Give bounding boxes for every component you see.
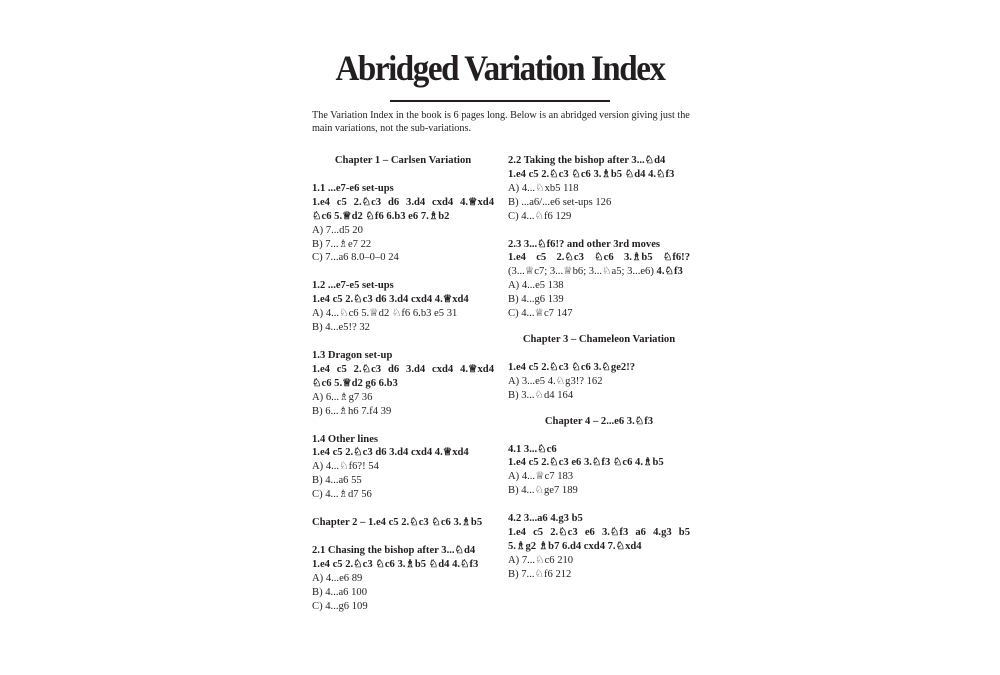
section-1-3-moves-cont: ♘c6 5.♕d2 g6 6.b3	[312, 377, 398, 389]
title-underline	[390, 100, 610, 102]
section-4-2-moves-cont: 5.♗g2 ♗b7 6.d4 cxd4 7.♘xd4	[508, 540, 642, 552]
variation-line: B) 7...♗e7 22	[312, 238, 372, 250]
variation-line: B) ...a6/...e6 set-ups 126	[508, 196, 612, 208]
chapter-2-heading: Chapter 2 – 1.e4 c5 2.♘c3 ♘c6 3.♗b5	[312, 517, 483, 529]
section-4-2-moves: 1.e4 c5 2.♘c3 e6 3.♘f3 a6 4.g3 b5	[508, 527, 690, 539]
variation-line: B) 4...a6 55	[312, 475, 362, 487]
variation-line: C) 4...♗d7 56	[312, 489, 372, 501]
variation-line: A) 7...d5 20	[312, 224, 363, 236]
variation-line: A) 4...♘f6?! 54	[312, 461, 379, 473]
chapter-4-heading: Chapter 4 – 2...e6 3.♘f3	[544, 415, 654, 427]
variation-line: A) 4...e6 89	[312, 572, 363, 584]
variation-line: A) 4...♘c6 5.♕d2 ♘f6 6.b3 e5 31	[312, 308, 458, 320]
left-column	[312, 154, 494, 613]
variation-line: A) 4...♘xb5 118	[508, 182, 579, 194]
variation-line: B) 4...g6 139	[508, 294, 564, 306]
variation-line: B) 3...♘d4 164	[508, 389, 574, 401]
section-1-1-moves: 1.e4 c5 2.♘c3 d6 3.d4 cxd4 4.♕xd4	[312, 196, 494, 208]
section-2-1-moves: 1.e4 c5 2.♘c3 ♘c6 3.♗b5 ♘d4 4.♘f3	[312, 558, 479, 570]
section-2-3-note	[508, 265, 690, 279]
alt-moves-note: (3...♕c7; 3...♕b6; 3...♘a5; 3...e6)	[508, 266, 654, 278]
variation-line: B) 7...♘f6 212	[508, 568, 572, 580]
section-1-2-title: 1.2 ...e7-e5 set-ups	[312, 280, 394, 292]
section-4-1-moves: 1.e4 c5 2.♘c3 e6 3.♘f3 ♘c6 4.♗b5	[508, 457, 664, 469]
chapter-3-moves: 1.e4 c5 2.♘c3 ♘c6 3.♘ge2!?	[508, 361, 636, 373]
variation-line: B) 4...♘ge7 189	[508, 485, 578, 497]
note-move: 4.♘f3	[656, 266, 683, 278]
section-2-2-title: 2.2 Taking the bishop after 3...♘d4	[508, 155, 666, 166]
section-1-4-moves: 1.e4 c5 2.♘c3 d6 3.d4 cxd4 4.♕xd4	[312, 447, 469, 459]
variation-line: C) 7...a6 8.0–0–0 24	[312, 252, 399, 264]
variation-line: B) 4...a6 100	[312, 586, 368, 598]
variation-line: A) 6...♗g7 36	[312, 391, 373, 403]
right-column	[508, 154, 690, 582]
section-2-2-moves: 1.e4 c5 2.♘c3 ♘c6 3.♗b5 ♘d4 4.♘f3	[508, 168, 675, 180]
chapter-3-heading: Chapter 3 – Chameleon Variation	[522, 333, 676, 345]
variation-line: B) 4...e5!? 32	[312, 322, 370, 334]
variation-line: C) 4...♕c7 147	[508, 308, 573, 320]
section-2-3-title: 2.3 3...♘f6!? and other 3rd moves	[508, 238, 661, 250]
page-title: Abridged Variation Index	[335, 48, 665, 88]
section-1-1-title: 1.1 ...e7-e6 set-ups	[312, 182, 394, 194]
section-1-3-title: 1.3 Dragon set-up	[312, 349, 393, 361]
section-1-2-moves: 1.e4 c5 2.♘c3 d6 3.d4 cxd4 4.♕xd4	[312, 294, 469, 306]
variation-line: B) 6...♗h6 7.f4 39	[312, 405, 392, 417]
section-1-3-moves: 1.e4 c5 2.♘c3 d6 3.d4 cxd4 4.♕xd4	[312, 363, 494, 375]
section-2-3-moves: 1.e4 c5 2.♘c3 ♘c6 3.♗b5 ♘f6!?	[508, 252, 690, 264]
section-1-1-moves-cont: ♘c6 5.♕d2 ♘f6 6.b3 e6 7.♗b2	[312, 210, 450, 222]
variation-line: A) 4...♕c7 183	[508, 471, 574, 483]
variation-line: A) 7...♘c6 210	[508, 554, 574, 566]
section-2-1-title: 2.1 Chasing the bishop after 3...♘d4	[312, 544, 476, 556]
variation-line: C) 4...♘f6 129	[508, 210, 572, 222]
chapter-1-heading: Chapter 1 – Carlsen Variation	[334, 155, 472, 166]
section-4-2-title: 4.2 3...a6 4.g3 b5	[508, 513, 583, 525]
section-4-1-title: 4.1 3...♘c6	[508, 443, 557, 455]
section-1-4-title: 1.4 Other lines	[312, 433, 379, 445]
intro-paragraph: The Variation Index in the book is 6 pages long. Below is an abridged version giving just the main variations, not the sub-variations.	[312, 110, 690, 134]
variation-line: A) 4...e5 138	[508, 280, 564, 292]
variation-line: A) 3...e5 4.♘g3!? 162	[508, 375, 603, 387]
variation-line: C) 4...g6 109	[312, 600, 368, 612]
